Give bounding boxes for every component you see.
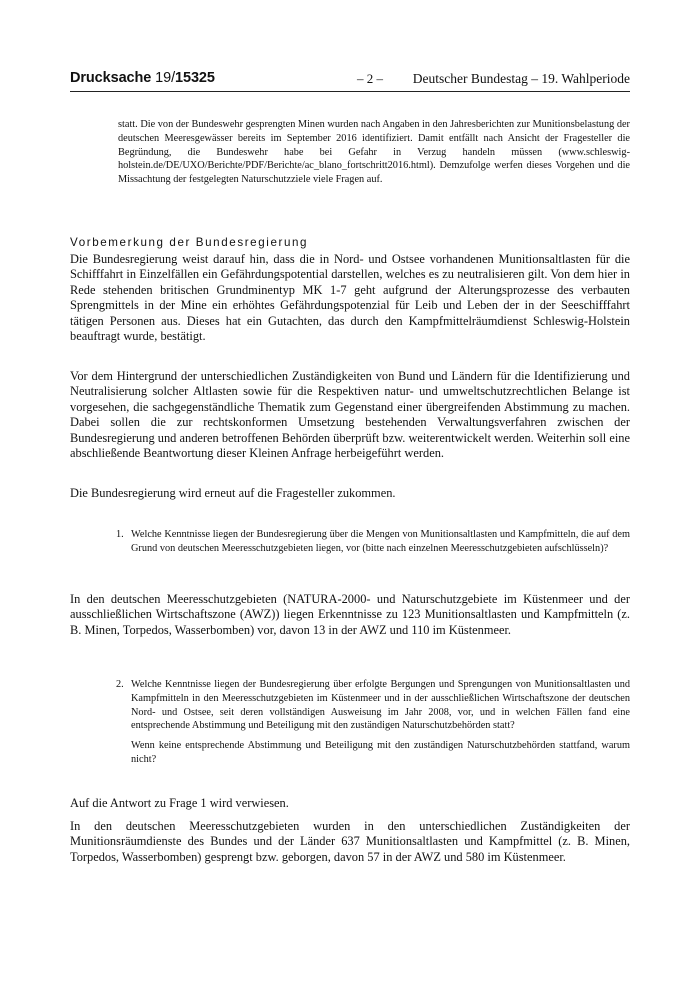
prelim-paragraph-3: Die Bundesregierung wird erneut auf die Fragesteller zukommen. [70,486,396,500]
question-1 [116,528,630,556]
question-followup: Wenn keine entsprechende Abstimmung und Beteiligung mit den zuständigen Naturschutzbehörden stattfand, warum nicht? [131,740,630,765]
parliament-period: Deutscher Bundestag – 19. Wahlperiode [412,71,630,86]
question-number: 1. [116,529,124,540]
question-number: 2. [116,679,124,690]
question-text: Welche Kenntnisse liegen der Bundesregierung über erfolgte Bergungen und Sprengungen von Munitionsaltlasten und Kampfmitteln in den Meeresschutzgebieten im Küstenmeer und in der ausschließlichen Wirtschaftszone der deutschen Nord- und Ostsee, seit deren vollständigen Ausweisung im Jahr 2008, vor, und in welchen Fällen fand eine entsprechende Abstimmung und Beteiligung mit den zuständigen Naturschutzbehörden statt? [131,679,630,732]
doc-label: Drucksache [70,70,152,86]
page-number: – 2 – [357,71,383,86]
intro-tail-paragraph: statt. Die von der Bundeswehr gesprengten Minen wurden nach Angaben in den Jahresberichten zur Munitionsbelastung der deutschen Meeresgewässer bereits im September 2016 identifiziert. Damit entfällt nach Ansicht der Fragesteller die Begründung, die Bundeswehr habe bei Gefahr in Verzug handeln müssen (www.schleswig-holstein.de/DE/UXO/Berichte/PDF/Berichte/ac_blano_fortschritt2016.html). Demzufolge werfen dieses Vorgehen und die Missachtung der festgelegten Naturschutzziele viele Fragen auf. [118,119,630,185]
prelim-paragraph-1: Die Bundesregierung weist darauf hin, dass die in Nord- und Ostsee vorhandenen Munitionsaltlasten für die Schifffahrt in Einzelfällen ein Gefährdungspotential darstellen, welches es zu neutralisieren gilt. Von dem hier in Rede stehenden britischen Grundminentyp MK 1-7 geht aufgrund der Alterungsprozesse des verbauten Sprengmittels in der Mine ein erhöhtes Gefährdungspotenzial für Leib und Leben der in der Seeschifffahrt tätigen Personen aus. Dieses hat ein Gutachten, das durch den Kampfmittelräumdienst Schleswig-Holstein beauftragt wurde, bestätigt. [70,252,630,344]
question-text: Welche Kenntnisse liegen der Bundesregierung über die Mengen von Munitionsaltlasten und Kampfmitteln, die auf dem Grund von deutschen Meeresschutzgebieten liegen, vor (bitte nach einzelnen Meeresschutzgebieten aufschlüsseln)? [131,529,630,554]
header-rule [70,91,630,92]
doc-number: 15325 [175,70,215,86]
question-2 [116,678,630,767]
answer-2-paragraph: In den deutschen Meeresschutzgebieten wurden in den unterschiedlichen Zuständigkeiten der Munitionsräumdienste des Bundes und der Länder 637 Munitionsaltlasten und Kampfmittel (z. B. Minen, Torpedos, Wasserbomben) gesprengt bzw. geborgen, davon 57 in der AWZ und 580 im Küstenmeer. [70,819,630,864]
answer-1: In den deutschen Meeresschutzgebieten (NATURA-2000- und Naturschutzgebiete im Küstenmeer und der ausschließlichen Wirtschaftszone (AWZ)) liegen Erkenntnisse zu 123 Munitionsaltlasten und Kampfmitteln (z. B. Minen, Torpedos, Wasserbomben) vor, davon 13 in der AWZ und 110 im Küstenmeer. [70,592,630,637]
prelim-paragraph-2: Vor dem Hintergrund der unterschiedlichen Zuständigkeiten von Bund und Ländern für die Identifizierung und Neutralisierung solcher Altlasten sowie für die Respektiven natur- und umweltschutzrechtlichen Belange ist vorgesehen, die sachgegenständliche Thematik zum Gegenstand einer übergreifenden Abstimmung zu machen. Dabei sollen die zur rechtskonformen Umsetzung bestehenden Verwaltungsverfahren zwischen der Bundesregierung und anderen betroffenen Behörden überprüft bzw. weiterentwickelt werden. Weiterhin soll eine abschließende Beantwortung dieser Kleinen Anfrage herbeigeführt werden. [70,369,630,461]
doc-period: 19/ [155,70,176,86]
section-heading: Vorbemerkung der Bundesregierung [70,236,309,249]
document-number [70,70,215,86]
answer-2-reference: Auf die Antwort zu Frage 1 wird verwiesen. [70,796,289,810]
page-header [70,68,630,90]
